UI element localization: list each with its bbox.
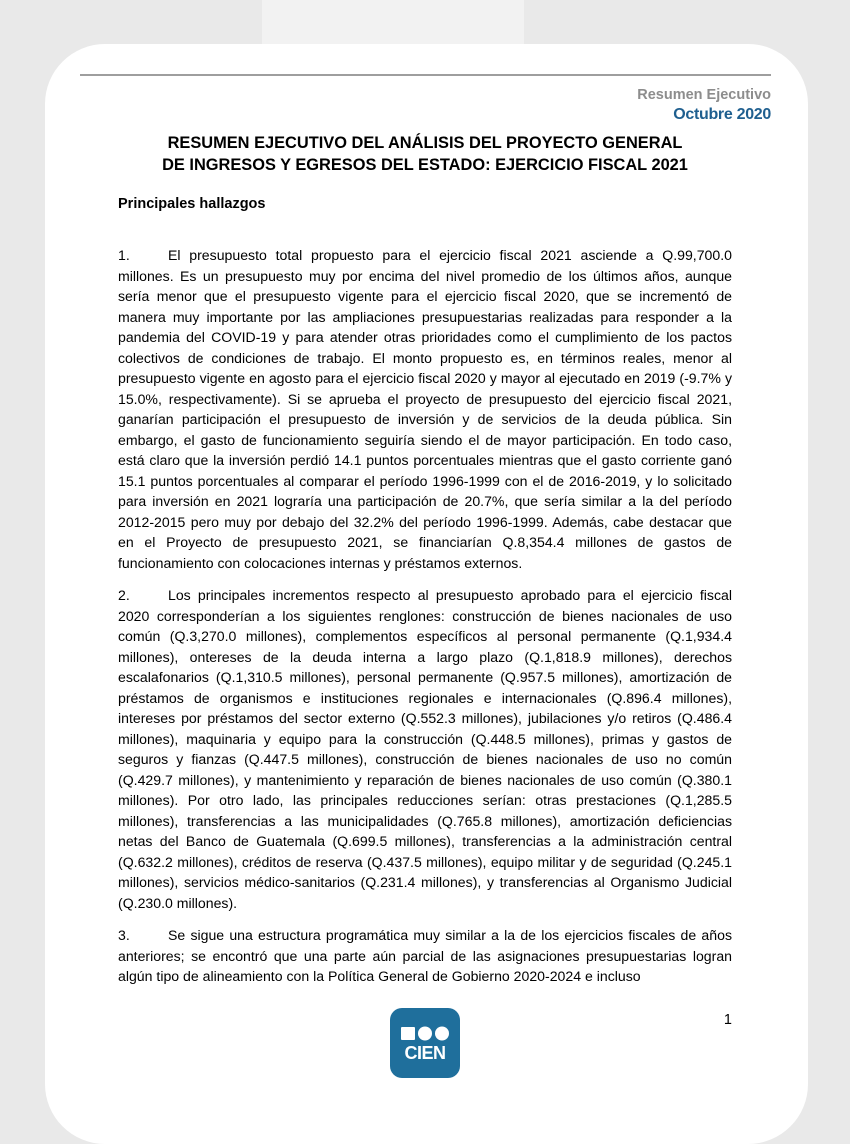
body-text [118,245,732,999]
document-title-line-2: DE INGRESOS Y EGRESOS DEL ESTADO: EJERCICIO FISCAL 2021 [162,156,688,174]
document-title [118,132,732,176]
paragraph [118,585,732,913]
paragraph-text: Se sigue una estructura programática muy similar a la de los ejercicios fiscales de años anteriores; se encontró que una parte aún parcial de las asignaciones presupuestarias logran algún tipo de alineamiento con la Política General de Gobierno 2020-2024 e incluso [118,927,732,984]
cien-logo-text: CIEN [404,1043,446,1063]
page-number: 1 [723,1012,732,1028]
paragraph [118,925,732,987]
section-heading: Principales hallazgos [118,196,266,212]
cien-logo [390,1008,460,1078]
paragraph-number: 3. [118,927,130,943]
paragraph [118,245,732,573]
header-date: Octubre 2020 [673,106,771,123]
paragraph-number: 2. [118,587,130,603]
paragraph-number: 1. [118,247,130,263]
paragraph-text: Los principales incrementos respecto al presupuesto aprobado para el ejercicio fiscal 2020 corresponderían a los siguientes renglones: construcción de bienes nacionales de uso común (Q.3,270.0 millones), complementos específicos al personal permanente (Q.1,934.4 millones), ontereses de la deuda interna a largo plazo (Q.1,818.9 millones), derechos escalafonarios (Q.1,310.5 millones), personal permanente (Q.957.5 millones), amortización de préstamos de organismos e instituciones regionales e internacionales (Q.896.4 millones), intereses por préstamos del sector externo (Q.552.3 millones), jubilaciones y/o retiros (Q.486.4 millones), maquinaria y equipo para la construcción (Q.448.5 millones), primas y gastos de seguros y fianzas (Q.447.5 millones), construcción de bienes nacionales de uso no común (Q.429.7 millones), y mantenimiento y reparación de bienes nacionales de uso común (Q.380.1 millones). Por otro lado, las principales reducciones serían: otras prestaciones (Q.1,285.5 millones), transferencias a las municipalidades (Q.765.8 millones), amortización deficiencias netas del Banco de Guatemala (Q.699.5 millones), transferencias a la administración central (Q.632.2 millones), créditos de reserva (Q.437.5 millones), equipo militar y de seguridad (Q.245.1 millones), servicios médico-sanitarios (Q.231.4 millones), y transferencias al Organismo Judicial (Q.230.0 millones). [118,587,732,911]
header-rule [80,74,771,76]
paragraph-text: El presupuesto total propuesto para el ejercicio fiscal 2021 asciende a Q.99,700.0 millones. Es un presupuesto muy por encima del nivel promedio de los últimos años, aunque sería menor que el presupuesto vigente para el ejercicio fiscal 2020, que se incrementó de manera muy importante por las ampliaciones presupuestarias realizadas para responder a la pandemia del COVID-19 y para atender otras prioridades como el cumplimiento de los pactos colectivos de condiciones de trabajo. El monto propuesto es, en términos reales, menor al presupuesto vigente en agosto para el ejercicio fiscal 2020 y mayor al ejecutado en 2019 (-9.7% y 15.0%, respectivamente). Si se aprueba el proyecto de presupuesto del ejercicio fiscal 2021, ganarían participación el presupuesto de inversión y de servicios de la deuda pública. Sin embargo, el gasto de funcionamiento seguiría siendo el de mayor participación. En todo caso, está claro que la inversión perdió 14.1 puntos porcentuales mientras que el gasto corriente ganó 15.1 puntos porcentuales al comparar el período 1996-1999 con el de 2016-2019, y lo solicitado para inversión en 2021 lograría una participación de 20.7%, que sería similar a la del período 2012-2015 pero muy por debajo del 32.2% del período 1996-1999. Además, cabe destacar que en el Proyecto de presupuesto 2021, se financiarían Q.8,354.4 millones de gastos de funcionamiento con colocaciones internas y préstamos externos. [118,247,732,571]
header-label: Resumen Ejecutivo [637,87,771,103]
document-title-line-1: RESUMEN EJECUTIVO DEL ANÁLISIS DEL PROYECTO GENERAL [167,134,683,152]
